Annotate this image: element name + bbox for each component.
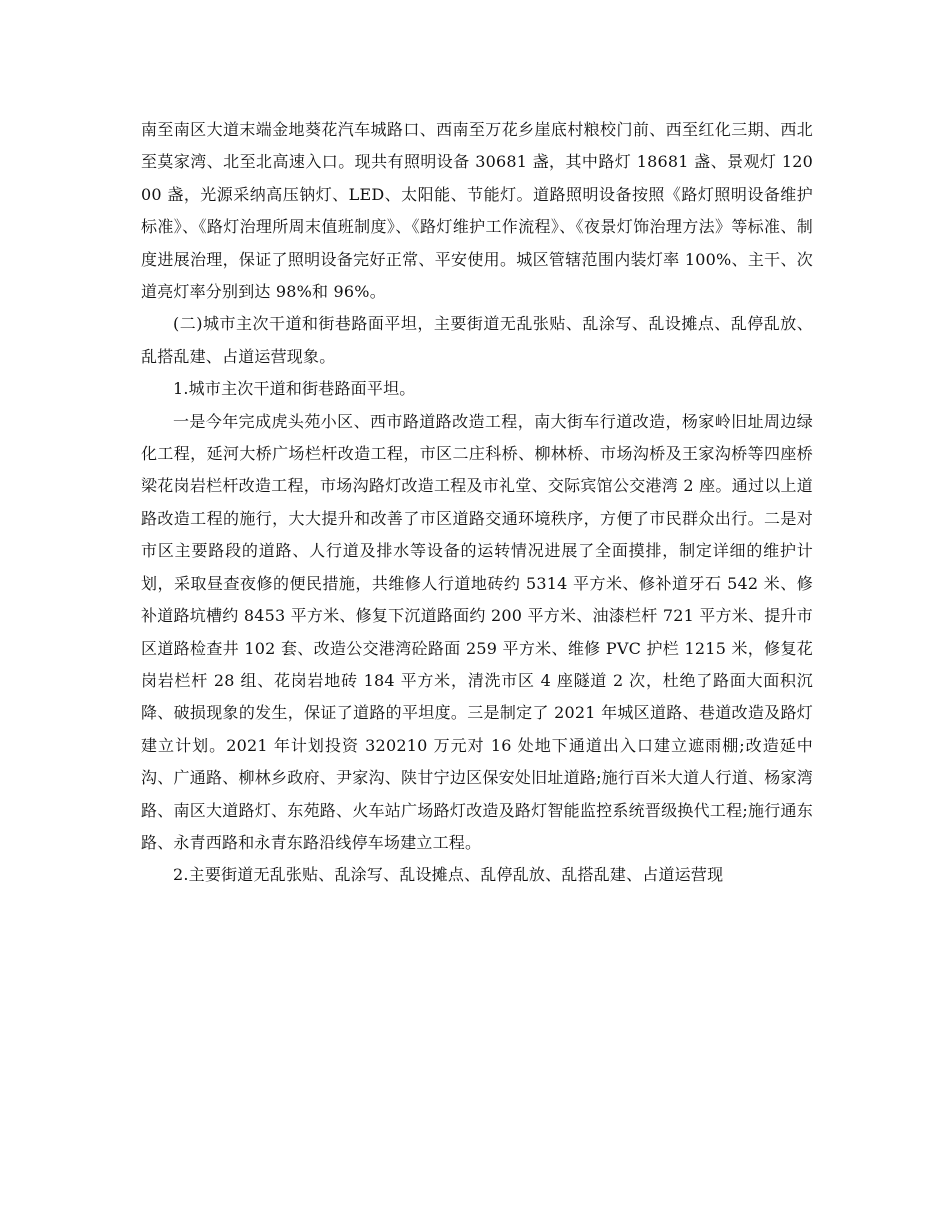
paragraph-item-two-heading: 2.主要街道无乱张贴、乱涂写、乱设摊点、乱停乱放、乱搭乱建、占道运营现: [173, 865, 724, 885]
paragraph-road-works: 一是今年完成虎头苑小区、西市路道路改造工程，南大街车行道改造，杨家岭旧址周边绿化工程，延河大桥广场栏杆改造工程，市区二庄科桥、柳林桥、市场沟桥及王家沟桥等四座桥梁花岗岩栏杆改造工程，市场沟路灯改造工程及市礼堂、交际宾馆公交港湾 2 座。通过以上道路改造工程的施行，大大提升和改善了市区道路交通环境秩序，方便了市民群众出行。二是对市区主要路段的道路、人行道及排水等设备的运转情况进展了全面摸排，制定详细的维护计划，采取昼查夜修的便民措施，共维修人行道地砖约 5314 平方米、修补道牙石 542 米、修补道路坑槽约 8453 平方米、修复下沉道路面约 200 平方米、油漆栏杆 721 平方米、提升市区道路检查井 102 套、改造公交港湾砼路面 259 平方米、维修 PVC 护栏 1215 米，修复花岗岩栏杆 28 组、花岗岩地砖 184 平方米，清洗市区 4 座隧道 2 次，杜绝了路面大面积沉降、破损现象的发生，保证了道路的平坦度。三是制定了 2021 年城区道路、巷道改造及路灯建立计划。2021 年计划投资 320210 万元对 16 处地下通道出入口建立遮雨棚;改造延中沟、广通路、柳林乡政府、尹家沟、陕甘宁边区保安处旧址道路;施行百米大道人行道、杨家湾路、南区大道路灯、东苑路、火车站广场路灯改造及路灯智能监控系统晋级换代工程;施行通东路、永青西路和永青东路沿线停车场建立工程。: [141, 411, 813, 852]
paragraph-item-one-heading: 1.城市主次干道和街巷路面平坦。: [173, 379, 416, 399]
paragraph-section-two-heading: (二)城市主次干道和街巷路面平坦，主要街道无乱张贴、乱涂写、乱设摊点、乱停乱放、乱搭乱建、占道运营现象。: [141, 314, 813, 366]
paragraph-lighting: 南至南区大道末端金地葵花汽车城路口、西南至万花乡崖底村粮校门前、西至红化三期、西北至莫家湾、北至北高速入口。现共有照明设备 30681 盏，其中路灯 18681 盏、景观灯 12000 盏，光源采纳高压钠灯、LED、太阳能、节能灯。道路照明设备按照《路灯照明设备维护标准》、《路灯治理所周末值班制度》、《路灯维护工作流程》、《夜景灯饰治理方法》等标准、制度进展治理，保证了照明设备完好正常、平安使用。城区管辖范围内装灯率 100%、主干、次道亮灯率分别到达 98%和 96%。: [141, 120, 813, 302]
document-body: [141, 114, 813, 892]
